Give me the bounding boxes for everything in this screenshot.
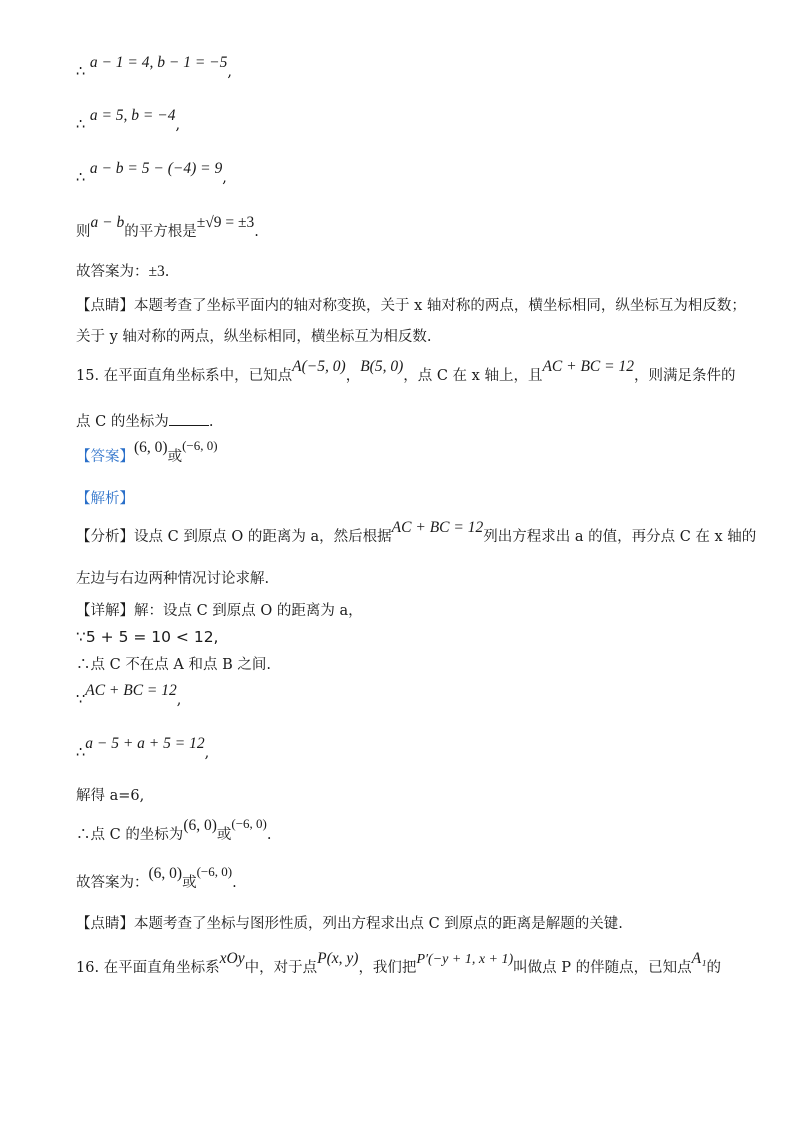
text: 本题考查了坐标与图形性质，列出方程求出点 C 到原点的距离是解题的关键. bbox=[134, 916, 623, 932]
text: 故答案为： bbox=[76, 875, 149, 891]
punct: , bbox=[175, 117, 181, 133]
text: 设点 C 到原点 O 的距离为 a，然后根据 bbox=[134, 529, 392, 545]
text: ，点 C 在 x 轴上，且 bbox=[403, 368, 543, 384]
detail-line-6 bbox=[76, 786, 144, 806]
equation: a − 1 = 4, b − 1 = −5 bbox=[89, 54, 228, 71]
equation: a = 5, b = −4 bbox=[89, 107, 176, 124]
answer-blank bbox=[169, 411, 209, 426]
text: 或 bbox=[167, 449, 183, 465]
detail-line-4 bbox=[76, 682, 182, 710]
coord-value: (6, 0) bbox=[183, 817, 217, 834]
expression: a − b bbox=[90, 214, 125, 231]
coordinate-system: xOy bbox=[219, 950, 245, 967]
text: 在平面直角坐标系中，已知点 bbox=[103, 368, 293, 384]
analysis-heading bbox=[76, 489, 134, 509]
text: 中，对于点 bbox=[244, 960, 318, 976]
text: 叫做点 P 的伴随点，已知点 bbox=[513, 960, 692, 976]
text: ∵5 + 5 = 10 < 12, bbox=[76, 628, 219, 646]
punct: ， bbox=[345, 368, 361, 384]
answer-value-2: (−6, 0) bbox=[182, 438, 218, 453]
point-a1: A₁ bbox=[691, 950, 707, 967]
detail-line-5 bbox=[76, 735, 210, 763]
punct: , bbox=[222, 170, 227, 186]
text: 的 bbox=[706, 960, 721, 976]
text: 在平面直角坐标系 bbox=[103, 960, 220, 976]
question-number: 16. bbox=[76, 960, 100, 976]
answer-line bbox=[76, 262, 169, 282]
text: ∴点 C 的坐标为 bbox=[76, 827, 184, 843]
text: 则 bbox=[76, 224, 91, 240]
answer-value-1: (6, 0) bbox=[134, 439, 168, 456]
text: 点 C 的坐标为 bbox=[76, 414, 169, 430]
text: 本题考查了坐标平面内的轴对称变换，关于 x 轴对称的两点，横坐标相同，纵坐标互为相反数； bbox=[134, 298, 746, 314]
detail-line-3 bbox=[76, 655, 271, 675]
analysis-line-1 bbox=[76, 519, 757, 547]
equation: AC + BC = 12 bbox=[85, 682, 177, 699]
section-tag: 【详解】 bbox=[76, 603, 134, 619]
punct: . bbox=[232, 875, 237, 891]
punct: . bbox=[266, 827, 272, 843]
answer-tag: 【答案】 bbox=[76, 449, 134, 465]
text: ∴点 C 不在点 A 和点 B 之间. bbox=[76, 657, 271, 673]
punct: , bbox=[176, 692, 182, 708]
comment-line-3 bbox=[76, 914, 623, 934]
section-tag: 【分析】 bbox=[76, 529, 134, 545]
punct: . bbox=[164, 264, 170, 280]
detail-line-7 bbox=[76, 816, 272, 845]
detail-line-8 bbox=[76, 864, 237, 893]
because-symbol: ∵ bbox=[76, 692, 86, 708]
condition: AC + BC = 12 bbox=[542, 358, 634, 375]
coord-value: (−6, 0) bbox=[196, 864, 233, 879]
step-line-3 bbox=[76, 160, 227, 188]
detail-line-1 bbox=[76, 601, 363, 621]
question-15-line-2 bbox=[76, 411, 213, 432]
punct: . bbox=[254, 224, 259, 240]
comment-line-1 bbox=[76, 296, 746, 316]
step-line-4 bbox=[76, 214, 259, 242]
section-tag: 【点睛】 bbox=[76, 916, 134, 932]
text: 解得 a=6, bbox=[76, 788, 145, 804]
text: ，则满足条件的 bbox=[634, 368, 736, 384]
analysis-tag: 【解析】 bbox=[76, 491, 134, 507]
step-line-2 bbox=[76, 107, 181, 135]
analysis-line-2 bbox=[76, 569, 269, 589]
punct: , bbox=[227, 64, 233, 80]
therefore-symbol: ∴ bbox=[76, 64, 86, 80]
question-15-line-1 bbox=[76, 358, 736, 386]
point-p: P(x, y) bbox=[317, 950, 359, 967]
text: 故答案为： bbox=[76, 264, 149, 280]
section-tag: 【点睛】 bbox=[76, 298, 134, 314]
equation: a − b = 5 − (−4) = 9 bbox=[89, 160, 223, 177]
question-16-line-1 bbox=[76, 950, 721, 979]
text: 的平方根是 bbox=[124, 224, 197, 240]
text: 左边与右边两种情况讨论求解. bbox=[76, 571, 270, 587]
punct: , bbox=[204, 745, 210, 761]
text: 列出方程求出 a 的值，再分点 C 在 x 轴的 bbox=[483, 529, 757, 545]
text: 关于 y 轴对称的两点，纵坐标相同，横坐标互为相反数. bbox=[76, 329, 432, 345]
step-line-1 bbox=[76, 54, 233, 82]
point-a: A(−5, 0) bbox=[292, 358, 346, 375]
answer-row bbox=[76, 438, 218, 467]
companion-point: P′(−y + 1, x + 1) bbox=[416, 952, 514, 967]
equation: a − 5 + a + 5 = 12 bbox=[85, 735, 205, 752]
detail-line-2 bbox=[76, 627, 218, 647]
text: ，我们把 bbox=[358, 960, 417, 976]
point-b: B(5, 0) bbox=[360, 358, 404, 375]
coord-value: (6, 0) bbox=[148, 865, 183, 882]
text: 或 bbox=[216, 827, 232, 843]
therefore-symbol: ∴ bbox=[76, 745, 86, 761]
question-number: 15. bbox=[76, 368, 100, 384]
equation: AC + BC = 12 bbox=[391, 519, 484, 536]
therefore-symbol: ∴ bbox=[76, 170, 86, 186]
expression: ±√9 = ±3 bbox=[196, 214, 255, 231]
punct: . bbox=[208, 414, 214, 430]
coord-value: (−6, 0) bbox=[231, 816, 267, 831]
text: 或 bbox=[182, 875, 197, 891]
comment-line-2 bbox=[76, 327, 432, 347]
expression: ±3 bbox=[148, 263, 165, 280]
text: 解：设点 C 到原点 O 的距离为 a， bbox=[134, 603, 363, 619]
therefore-symbol: ∴ bbox=[76, 117, 86, 133]
